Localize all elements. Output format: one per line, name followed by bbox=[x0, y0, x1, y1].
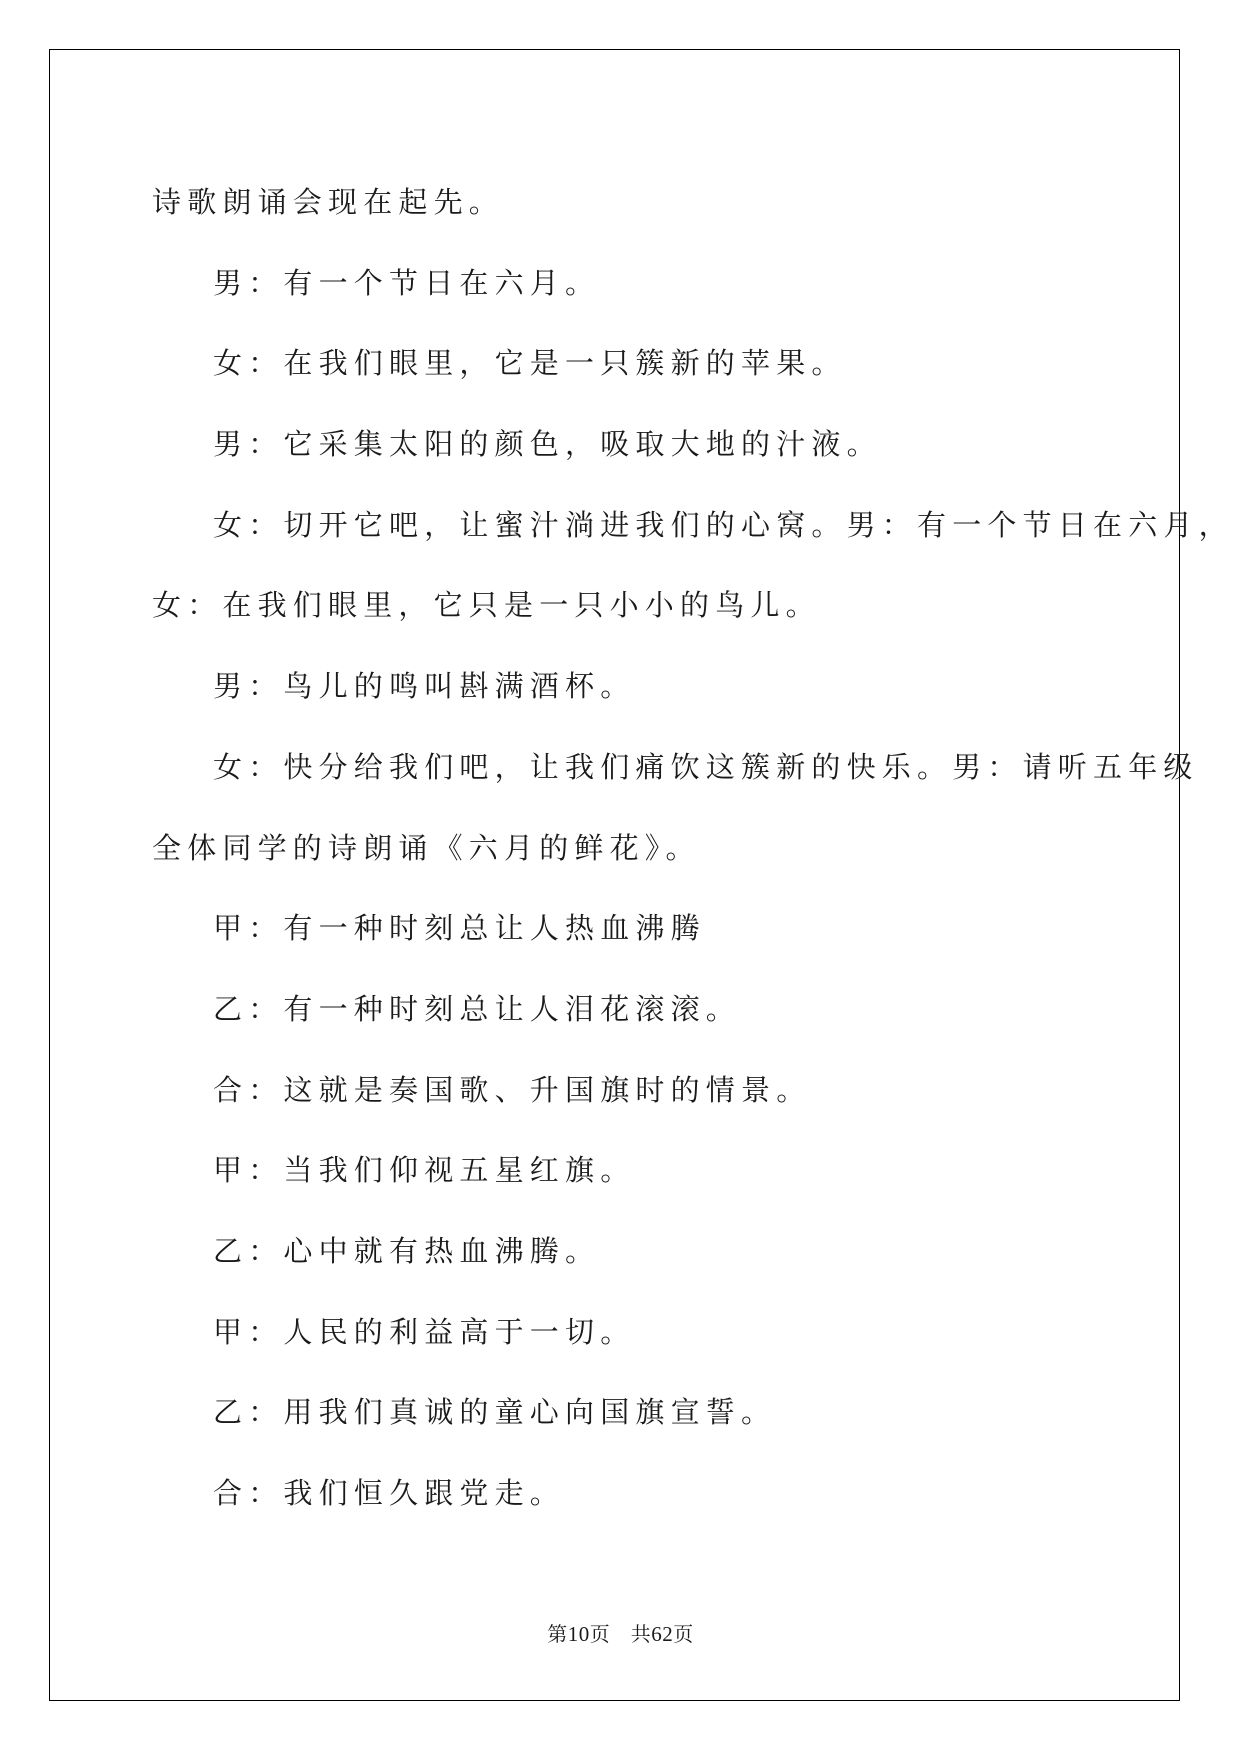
page-footer bbox=[0, 1621, 1241, 1647]
text-line: 合：我们恒久跟党走。 bbox=[213, 1476, 566, 1510]
text-line: 甲：人民的利益高于一切。 bbox=[213, 1314, 636, 1349]
text-line: 诗歌朗诵会现在起先。 bbox=[152, 185, 505, 219]
text-line: 男：有一个节日在六月。 bbox=[213, 265, 601, 300]
page-prefix: 第 bbox=[547, 1622, 568, 1646]
text-line: 女：切开它吧，让蜜汁淌进我们的心窝。男：有一个节日在六月， bbox=[213, 507, 1234, 542]
text-line: 乙：用我们真诚的童心向国旗宣誓。 bbox=[213, 1395, 777, 1430]
text-line: 男：鸟儿的鸣叫斟满酒杯。 bbox=[213, 669, 636, 704]
page-total: 62 bbox=[651, 1622, 674, 1646]
total-prefix: 共 bbox=[630, 1622, 652, 1646]
text-line: 合：这就是奏国歌、升国旗时的情景。 bbox=[213, 1072, 812, 1107]
page-current: 10 bbox=[567, 1622, 590, 1646]
text-line: 乙：有一种时刻总让人泪花滚滚。 bbox=[213, 991, 742, 1026]
text-line: 乙：心中就有热血沸腾。 bbox=[213, 1233, 601, 1268]
page-suffix: 页 bbox=[589, 1622, 611, 1646]
text-line: 甲：有一种时刻总让人热血沸腾 bbox=[213, 911, 706, 946]
text-line: 男：它采集太阳的颜色，吸取大地的汁液。 bbox=[213, 427, 882, 462]
text-line: 甲：当我们仰视五星红旗。 bbox=[213, 1153, 636, 1188]
text-line: 女：快分给我们吧，让我们痛饮这簇新的快乐。男：请听五年级 bbox=[213, 749, 1199, 784]
document-body bbox=[152, 162, 1234, 1534]
text-line: 女：在我们眼里，它是一只簇新的苹果。 bbox=[213, 346, 847, 381]
total-suffix: 页 bbox=[673, 1622, 694, 1646]
text-line: 女：在我们眼里，它只是一只小小的鸟儿。 bbox=[152, 588, 821, 623]
text-line: 全体同学的诗朗诵《六月的鲜花》。 bbox=[152, 830, 701, 865]
